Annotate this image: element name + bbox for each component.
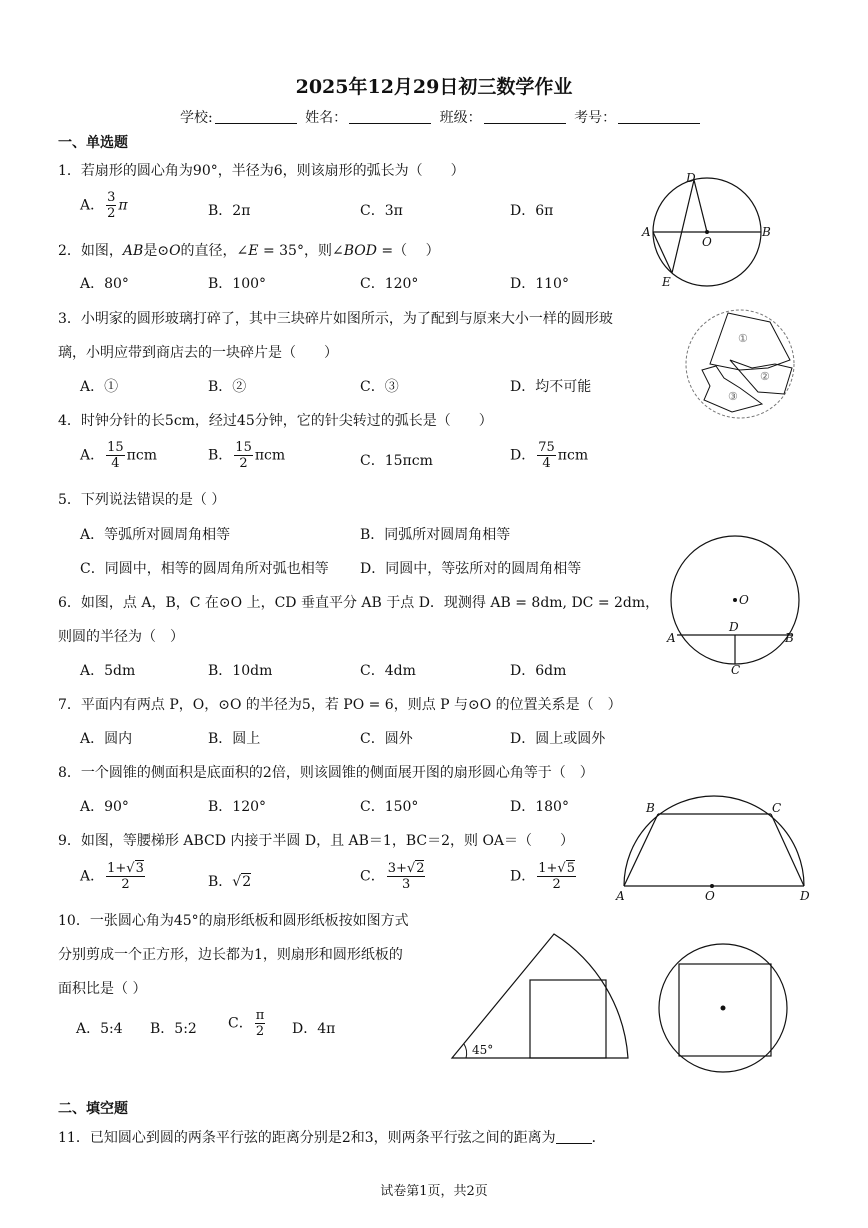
figure-q3-glass-pieces [680, 308, 800, 420]
q10-option-d: D．4π [292, 1021, 336, 1037]
figure-q10-sector-square [446, 930, 636, 1062]
fig9-label-o: O [705, 889, 715, 903]
fig6-label-d: D [729, 620, 739, 634]
q5-option-a: A．等弧所对圆周角相等 [80, 527, 231, 543]
figure-q6-circle [665, 534, 805, 679]
q3-option-d: D．均不可能 [510, 379, 592, 395]
q4-option-b: B． $\frac{15}{2}$ πcm [208, 440, 286, 471]
q1-stem: 1．若扇形的圆心角为90°，半径为6，则该扇形的弧长为（ ） [58, 163, 465, 179]
fig9-label-a: A [616, 889, 625, 903]
fig9-label-d: D [800, 889, 810, 903]
q4-option-d: D． $\frac{75}{4}$ πcm [510, 440, 589, 471]
fig10-angle-label: 45° [472, 1043, 494, 1057]
q10-option-a: A．5:4 [76, 1021, 123, 1037]
q3-option-c: C．③ [360, 379, 399, 395]
q9-option-d: D． $\frac{1+√5}{2}$ [510, 861, 575, 892]
q1-option-d: D．6π [510, 203, 554, 219]
q10-option-c: C． $\frac{\pi}{2}$ [228, 1008, 265, 1039]
q3-stem-line1: 3．小明家的圆形玻璃打碎了，其中三块碎片如图所示，为了配到与原来大小一样的圆形玻 [58, 311, 613, 327]
q11-answer-blank [556, 1131, 592, 1144]
q3-stem-line2: 璃，小明应带到商店去的一块碎片是（ ） [58, 345, 338, 361]
q5-option-b: B．同弧所对圆周角相等 [360, 527, 511, 543]
q8-option-d: D．180° [510, 799, 569, 815]
q4-stem: 4．时钟分针的长5cm，经过45分钟，它的针尖转过的弧长是（ ） [58, 413, 493, 429]
fig9-label-b: B [646, 801, 655, 815]
q1-option-b: B．2π [208, 203, 251, 219]
q5-option-c: C．同圆中，相等的圆周角所对弧也相等 [80, 561, 329, 577]
q7-option-d: D．圆上或圆外 [510, 731, 606, 747]
figure-q9-semicircle [614, 796, 814, 906]
section-single-choice: 一、单选题 [58, 135, 128, 151]
q9-option-c: C． $\frac{3+√2}{3}$ [360, 861, 425, 892]
q9-option-b: B．√2 [208, 874, 252, 890]
fig6-label-o: O [739, 593, 749, 607]
school-label: 学校: [180, 110, 213, 126]
q8-option-c: C．150° [360, 799, 419, 815]
q6-option-c: C．4dm [360, 663, 416, 679]
name-label: 姓名： [305, 110, 348, 126]
q11-stem: 11．已知圆心到圆的两条平行弦的距离分别是2和3，则两条平行弦之间的距离为 ． [58, 1130, 606, 1146]
q9-option-a: A． $\frac{1+√3}{2}$ [80, 861, 144, 892]
q4-option-c: C．15πcm [360, 453, 433, 469]
q8-option-a: A．90° [80, 799, 129, 815]
page-title: 2025年12月29日初三数学作业 [295, 76, 573, 98]
q2-option-d: D．110° [510, 276, 569, 292]
q6-stem-line2: 则圆的半径为（ ） [58, 629, 184, 645]
fig6-label-b: B [785, 631, 794, 645]
q4-option-a: A． $\frac{15}{4}$ πcm [80, 440, 157, 471]
q1-a-fraction: $\frac{3}{2}$ [107, 190, 116, 221]
q2-stem: 2．如图，AB是⊙O的直径，∠E = 35°，则∠BOD =（ ） [58, 243, 440, 259]
fig2-label-a: A [642, 225, 651, 239]
q7-option-a: A．圆内 [80, 731, 133, 747]
fig2-label-d: D [686, 171, 696, 185]
q10-stem-line3: 面积比是（ ） [58, 981, 147, 997]
q2-option-b: B．100° [208, 276, 267, 292]
q3-option-a: A．① [80, 379, 119, 395]
q8-stem: 8．一个圆锥的侧面积是底面积的2倍，则该圆锥的侧面展开图的扇形圆心角等于（ ） [58, 765, 594, 781]
q3-option-b: B．② [208, 379, 247, 395]
fig3-piece3: ③ [728, 390, 738, 403]
fig6-label-c: C [731, 663, 741, 677]
fig6-label-a: A [667, 631, 676, 645]
q10-option-b: B．5:2 [150, 1021, 197, 1037]
q7-stem: 7．平面内有两点 P，O，⊙O 的半径为5，若 PO = 6，则点 P 与⊙O 的位置关系是（ ） [58, 697, 622, 713]
q1-option-a: A． $\frac{3}{2}$ π [80, 190, 128, 221]
q9-stem: 9．如图，等腰梯形 ABCD 内接于半圆 D，且 AB＝1，BC＝2，则 OA＝（ ） [58, 833, 575, 849]
fig2-label-e: E [662, 275, 671, 289]
q2-option-a: A．80° [80, 276, 129, 292]
q10-stem-line2: 分别剪成一个正方形，边长都为1，则扇形和圆形纸板的 [58, 947, 403, 963]
page-footer: 试卷第1页，共2页 [380, 1184, 488, 1199]
fig3-piece1: ① [738, 332, 748, 345]
figure-q2-circle [640, 170, 770, 290]
fig2-label-o: O [702, 235, 712, 249]
q6-option-b: B．10dm [208, 663, 273, 679]
q7-option-c: C．圆外 [360, 731, 413, 747]
fig2-label-b: B [762, 225, 771, 239]
name-blank [349, 109, 431, 124]
q7-option-b: B．圆上 [208, 731, 261, 747]
student-info-line [180, 107, 704, 127]
q2-option-c: C．120° [360, 276, 419, 292]
q5-option-d: D．同圆中，等弦所对的圆周角相等 [360, 561, 582, 577]
number-blank [618, 109, 700, 124]
number-label: 考号： [574, 110, 617, 126]
q8-option-b: B．120° [208, 799, 267, 815]
fig9-label-c: C [772, 801, 782, 815]
section-fill-blank: 二、填空题 [58, 1101, 128, 1117]
class-blank [484, 109, 566, 124]
q6-option-d: D．6dm [510, 663, 567, 679]
q5-stem: 5．下列说法错误的是（ ） [58, 492, 226, 508]
q10-stem-line1: 10．一张圆心角为45°的扇形纸板和圆形纸板按如图方式 [58, 913, 409, 929]
q1-option-c: C．3π [360, 203, 403, 219]
q6-option-a: A．5dm [80, 663, 136, 679]
q6-stem-line1: 6．如图，点 A，B，C 在⊙O 上，CD 垂直平分 AB 于点 D．现测得 AB = 8dm, DC = 2dm， [58, 595, 660, 611]
fig3-piece2: ② [760, 370, 770, 383]
figure-q10-circle-square [655, 940, 791, 1076]
class-label: 班级： [439, 110, 482, 126]
school-blank [215, 109, 297, 124]
